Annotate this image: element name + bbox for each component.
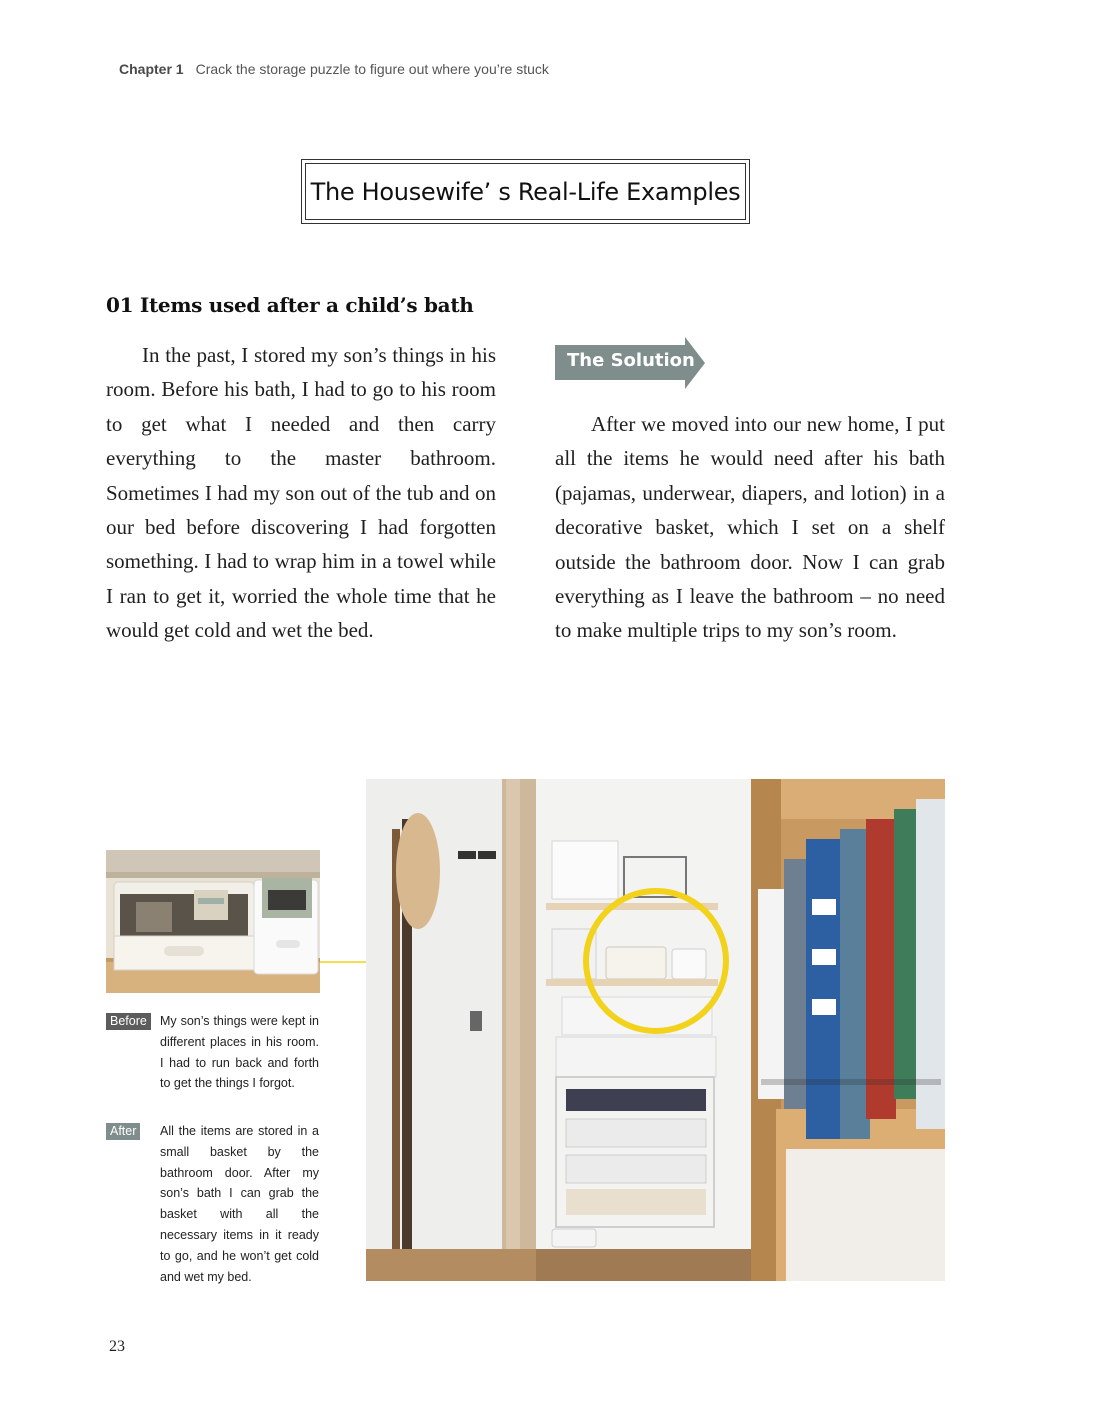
before-photo — [106, 850, 320, 993]
solution-paragraph: After we moved into our new home, I put all the items he would need after his bath (pajamas, underwear, diapers, and lotion) in a decorative basket, which I set on a shelf outside the bathroom door. Now I can grab everything as I leave the bathroom – no need to make multiple trips to my son’s room. — [555, 412, 945, 643]
section-heading: 01 Items used after a child’s bath — [106, 293, 474, 317]
page-number: 23 — [109, 1338, 125, 1355]
title-box — [301, 159, 750, 224]
page-title: The Housewife’ s Real-Life Examples — [310, 177, 741, 206]
solution-banner — [555, 337, 705, 389]
after-tag: After — [106, 1123, 140, 1140]
after-caption: All the items are stored in a small basket by the bathroom door. After my son’s bath I can grab the basket with all the necessary items in it ready to go, and he won’t get cold and wet my bed. — [160, 1124, 319, 1284]
before-caption: My son’s things were kept in different places in his room. I had to run back and forth to get the things I forgot. — [160, 1014, 319, 1091]
problem-paragraph: In the past, I stored my son’s things in his room. Before his bath, I had to go to his room to get what I needed and then carry everything to the master bathroom. Sometimes I had my son out of the tub and on our bed before discovering I had forgotten something. I had to wrap him in a towel while I ran to get it, worried the whole time that he would get cold and wet the bed. — [106, 343, 496, 643]
chapter-title: Crack the storage puzzle to figure out where you’re stuck — [195, 61, 549, 77]
solution-label: The Solution — [567, 350, 695, 371]
before-tag: Before — [106, 1013, 151, 1030]
chapter-number: Chapter 1 — [119, 61, 184, 77]
after-photo — [366, 779, 945, 1281]
chapter-header — [119, 61, 549, 77]
